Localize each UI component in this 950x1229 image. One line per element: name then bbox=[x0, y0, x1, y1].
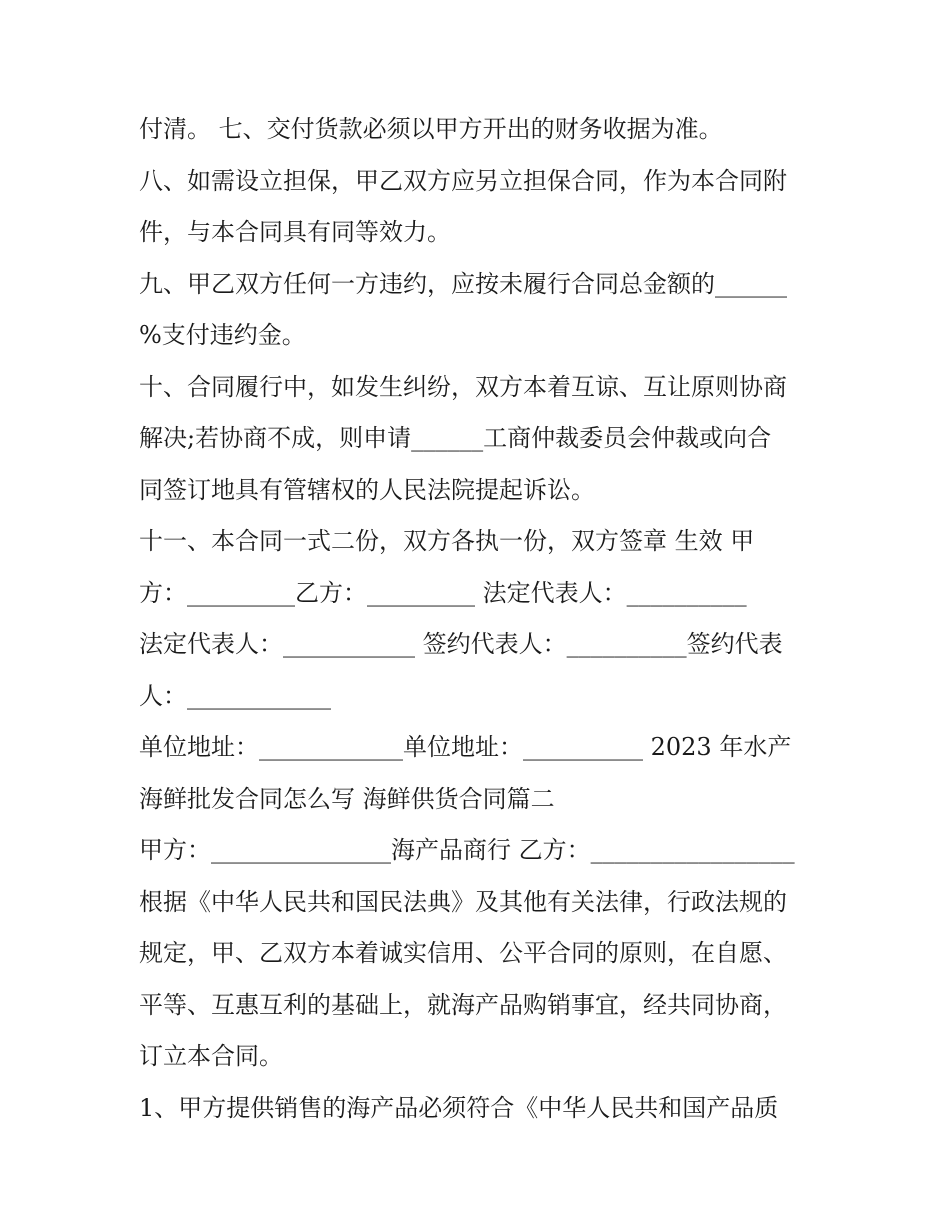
text-line: 十一、本合同一式二份，双方各执一份，双方签章 生效 甲 bbox=[139, 527, 755, 555]
contract-text bbox=[139, 104, 829, 1134]
text-line: 法定代表人：___________ 签约代表人：__________签约代表 bbox=[139, 630, 783, 658]
section-heading: 海鲜批发合同怎么写 海鲜供货合同篇二 bbox=[139, 784, 555, 813]
text-line: 甲方：_______________海产品商行 乙方：_________________ bbox=[139, 836, 795, 864]
text-line: 1、甲方提供销售的海产品必须符合《中华人民共和国产品质 bbox=[139, 1093, 779, 1122]
text-line: 根据《中华人民共和国民法典》及其他有关法律，行政法规的 bbox=[139, 887, 787, 916]
text-line: 单位地址：____________单位地址：__________ 2023 年水产 bbox=[139, 733, 792, 761]
text-line: 规定，甲、乙双方本着诚实信用、公平合同的原则，在自愿、 bbox=[139, 939, 787, 967]
text-line: 解决;若协商不成，则申请______工商仲裁委员会仲裁或向合 bbox=[139, 424, 772, 452]
text-line: %支付违约金。 bbox=[139, 321, 306, 349]
text-line: 人：____________ bbox=[139, 681, 331, 710]
text-line: 十、合同履行中，如发生纠纷，双方本着互谅、互让原则协商 bbox=[139, 372, 787, 401]
text-line: 平等、互惠互利的基础上，就海产品购销事宜，经共同协商， bbox=[139, 990, 787, 1019]
text-line: 付清。 七、交付货款必须以甲方开出的财务收据为准。 bbox=[139, 115, 723, 143]
text-line: 八、如需设立担保，甲乙双方应另立担保合同，作为本合同附 bbox=[139, 166, 787, 195]
text-line: 件，与本合同具有同等效力。 bbox=[139, 218, 451, 246]
text-line: 九、甲乙双方任何一方违约，应按未履行合同总金额的______ bbox=[139, 269, 787, 298]
text-line: 订立本合同。 bbox=[139, 1042, 283, 1070]
text-line: 方：_________乙方：_________ 法定代表人：__________ bbox=[139, 578, 747, 607]
text-line: 同签订地具有管辖权的人民法院提起诉讼。 bbox=[139, 475, 595, 504]
